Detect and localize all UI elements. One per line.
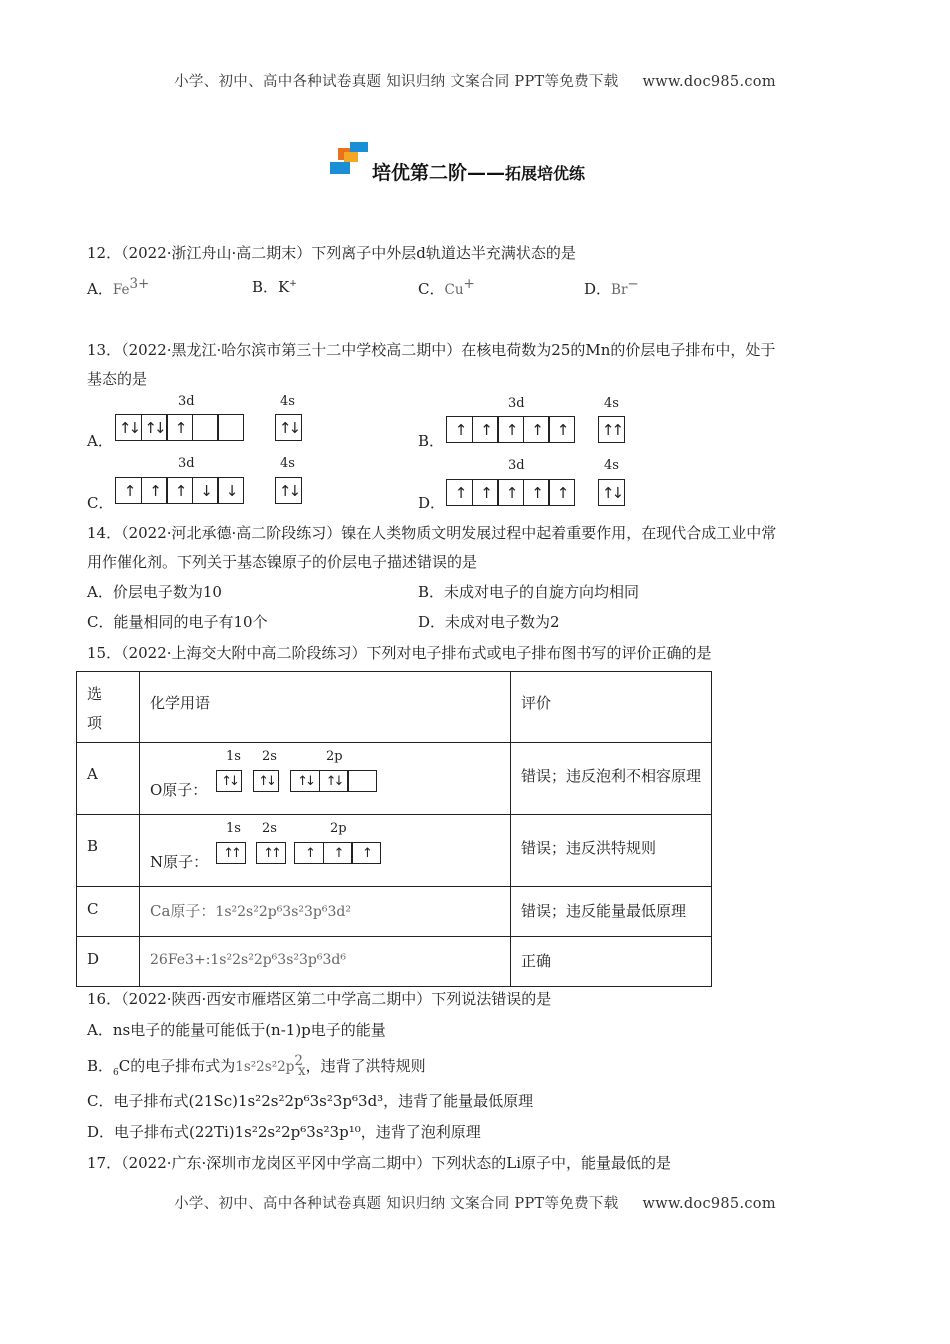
table-header-evaluation: 评价 [511, 672, 712, 743]
table-row [77, 815, 712, 887]
q14-option-a[interactable]: A．价层电子数为10 [87, 583, 222, 601]
row-d-language [140, 937, 511, 987]
row-a-evaluation: 错误；违反泡利不相容原理 [511, 743, 712, 815]
label-1s: 1s [226, 749, 241, 764]
row-d-atom: 26Fe3+ [150, 952, 206, 968]
section-title [330, 140, 650, 184]
row-c-option[interactable]: C [77, 887, 140, 937]
q13-c-3d-label: 3d [178, 456, 195, 471]
orbital-box: ↓ [217, 477, 244, 504]
row-d-option[interactable]: D [77, 937, 140, 987]
q13-a-3d-boxes [115, 414, 244, 441]
q16-option-d[interactable]: D．电子排布式(22Ti)1s²2s²2p⁶3s²3p¹⁰，违背了泡利原理 [87, 1123, 481, 1141]
q12-option-d[interactable]: D．Br− [584, 276, 639, 298]
orbital-box: ↑↓ [115, 414, 142, 441]
row-b-atom: N原子： [150, 853, 209, 871]
orbital-box: ↑ [548, 416, 575, 443]
row-c-config: 1s²2s²2p⁶3s²3p⁶3d² [215, 904, 351, 920]
orbital-box: ↑ [472, 416, 499, 443]
row-b-evaluation: 错误；违反洪特规则 [511, 815, 712, 887]
footer-text: 小学、初中、高中各种试卷真题 知识归纳 文案合同 PPT等免费下载 [174, 1196, 619, 1212]
q17-stem: 17．（2022·广东·深圳市龙岗区平冈中学高二期中）下列状态的Li原子中，能量最低的是 [87, 1154, 672, 1172]
q13-c-3d-boxes [115, 477, 244, 504]
q13-option-c-label[interactable]: C． [87, 494, 114, 512]
orbital-box: ↑↓ [275, 414, 302, 441]
q13-c-4s-label: 4s [280, 456, 295, 471]
q14-option-b[interactable]: B．未成对电子的自旋方向均相同 [418, 583, 640, 601]
orbital-box: ↑ [351, 842, 381, 864]
q13-d-4s-label: 4s [604, 458, 619, 473]
header-url[interactable]: www.doc985.com [642, 74, 776, 90]
orbital-box [347, 770, 377, 792]
row-d-evaluation: 正确 [511, 937, 712, 987]
table-header-row [77, 672, 712, 743]
row-b-2p-boxes [294, 842, 381, 864]
q12-option-a[interactable]: A．$Fe^{3+}$ [87, 276, 150, 298]
orbital-box: ↑↓ [141, 414, 168, 441]
q12-stem: 12．（2022·浙江舟山·高二期末）下列离子中外层d轨道达半充满状态的是 [87, 244, 576, 262]
orbital-box: ↑↑ [216, 842, 246, 864]
orbital-box: ↑↑ [598, 416, 625, 443]
table-header-language: 化学用语 [140, 672, 511, 743]
q13-b-4s-label: 4s [604, 396, 619, 411]
orbital-box: ↑ [446, 416, 473, 443]
row-a-option[interactable]: A [77, 743, 140, 815]
q13-b-3d-label: 3d [508, 396, 525, 411]
q13-d-4s-box [598, 479, 625, 506]
orbital-box: ↑↓ [290, 770, 320, 792]
orbital-box: ↑ [548, 479, 575, 506]
orbital-box: ↑ [523, 479, 550, 506]
label-2p: 2p [330, 821, 347, 836]
row-b-diagram [140, 815, 511, 887]
q13-stem-line1: 13．（2022·黑龙江·哈尔滨市第三十二中学校高二期中）在核电荷数为25的Mn的价层电子排布中，处于 [87, 341, 776, 359]
q15-table [76, 671, 712, 987]
q16-stem: 16．（2022·陕西·西安市雁塔区第二中学高二期中）下列说法错误的是 [87, 990, 552, 1008]
orbital-box: ↑↓ [253, 770, 279, 792]
orbital-box [217, 414, 244, 441]
orbital-box: ↑↑ [256, 842, 286, 864]
row-b-2s-box [256, 842, 286, 864]
orbital-box: ↑↓ [275, 477, 302, 504]
table-row [77, 937, 712, 987]
orbital-box: ↑ [166, 477, 193, 504]
orbital-box [192, 414, 219, 441]
stairs-logo-icon [330, 140, 370, 176]
orbital-box: ↑ [497, 479, 524, 506]
row-b-1s-box [216, 842, 246, 864]
row-c-atom: Ca原子： [150, 902, 216, 920]
q13-a-4s-label: 4s [280, 394, 295, 409]
q14-stem-line2: 用作催化剂。下列关于基态镍原子的价层电子描述错误的是 [87, 553, 478, 571]
row-a-2s-box [253, 770, 279, 792]
orbital-box: ↑ [141, 477, 168, 504]
row-c-evaluation: 错误；违反能量最低原理 [511, 887, 712, 937]
q13-option-d-label[interactable]: D． [418, 494, 446, 512]
page-header [0, 70, 950, 91]
orbital-box: ↑ [323, 842, 353, 864]
section-title-sub: 拓展培优练 [505, 164, 586, 183]
orbital-box: ↑↓ [216, 770, 242, 792]
orbital-box: ↑ [497, 416, 524, 443]
q13-stem-line2: 基态的是 [87, 370, 148, 388]
orbital-box: ↓ [192, 477, 219, 504]
q14-option-c[interactable]: C．能量相同的电子有10个 [87, 613, 268, 631]
q12-option-c[interactable]: C．Cu+ [418, 276, 475, 298]
row-a-atom: O原子： [150, 781, 208, 799]
q13-b-4s-box [598, 416, 625, 443]
section-title-dash: —— [467, 162, 506, 184]
orbital-box: ↑ [446, 479, 473, 506]
table-row [77, 743, 712, 815]
label-2s: 2s [262, 821, 277, 836]
orbital-box: ↑↓ [319, 770, 349, 792]
q13-option-b-label[interactable]: B． [418, 432, 445, 450]
label-2p: 2p [326, 749, 343, 764]
q13-d-3d-boxes [446, 479, 575, 506]
orbital-box: ↑ [472, 479, 499, 506]
orbital-box: ↑ [166, 414, 193, 441]
q13-a-4s-box [275, 414, 302, 441]
header-text: 小学、初中、高中各种试卷真题 知识归纳 文案合同 PPT等免费下载 [174, 74, 619, 90]
orbital-box: ↑ [523, 416, 550, 443]
q13-c-4s-box [275, 477, 302, 504]
table-header-option: 选 项 [77, 672, 140, 743]
q16-option-c[interactable]: C．电子排布式(21Sc)1s²2s²2p⁶3s²3p⁶3d³，违背了能量最低原理 [87, 1092, 534, 1110]
row-a-diagram [140, 743, 511, 815]
orbital-box: ↑ [294, 842, 324, 864]
table-row [77, 887, 712, 937]
label-2s: 2s [262, 749, 277, 764]
row-a-1s-box [216, 770, 242, 792]
row-a-2p-boxes [290, 770, 377, 792]
footer-url[interactable]: www.doc985.com [642, 1196, 776, 1212]
q12-option-b[interactable]: B．K+ [252, 278, 297, 296]
label-1s: 1s [226, 821, 241, 836]
q14-option-d[interactable]: D．未成对电子数为2 [418, 613, 560, 631]
q13-b-3d-boxes [446, 416, 575, 443]
page-footer [0, 1192, 950, 1213]
row-c-language [140, 887, 511, 937]
q13-option-a-label[interactable]: A． [87, 432, 113, 450]
orbital-box: ↑ [115, 477, 142, 504]
q16-option-b[interactable]: B．$_6$C的电子排布式为$1s^22s^22p^2_x$，违背了洪特规则 [87, 1053, 426, 1079]
orbital-box: ↑↓ [598, 479, 625, 506]
row-d-config: :1s²2s²2p⁶3s²3p⁶3d⁶ [205, 952, 346, 968]
q15-stem: 15．（2022·上海交大附中高二阶段练习）下列对电子排布式或电子排布图书写的评价正确的是 [87, 644, 712, 662]
q14-stem-line1: 14．（2022·河北承德·高二阶段练习）镍在人类物质文明发展过程中起着重要作用，在现代合成工业中常 [87, 524, 777, 542]
q13-a-3d-label: 3d [178, 394, 195, 409]
row-b-option[interactable]: B [77, 815, 140, 887]
section-title-main: 培优第二阶 [372, 162, 468, 184]
q13-d-3d-label: 3d [508, 458, 525, 473]
q16-option-a[interactable]: A．ns电子的能量可能低于(n-1)p电子的能量 [87, 1021, 386, 1039]
